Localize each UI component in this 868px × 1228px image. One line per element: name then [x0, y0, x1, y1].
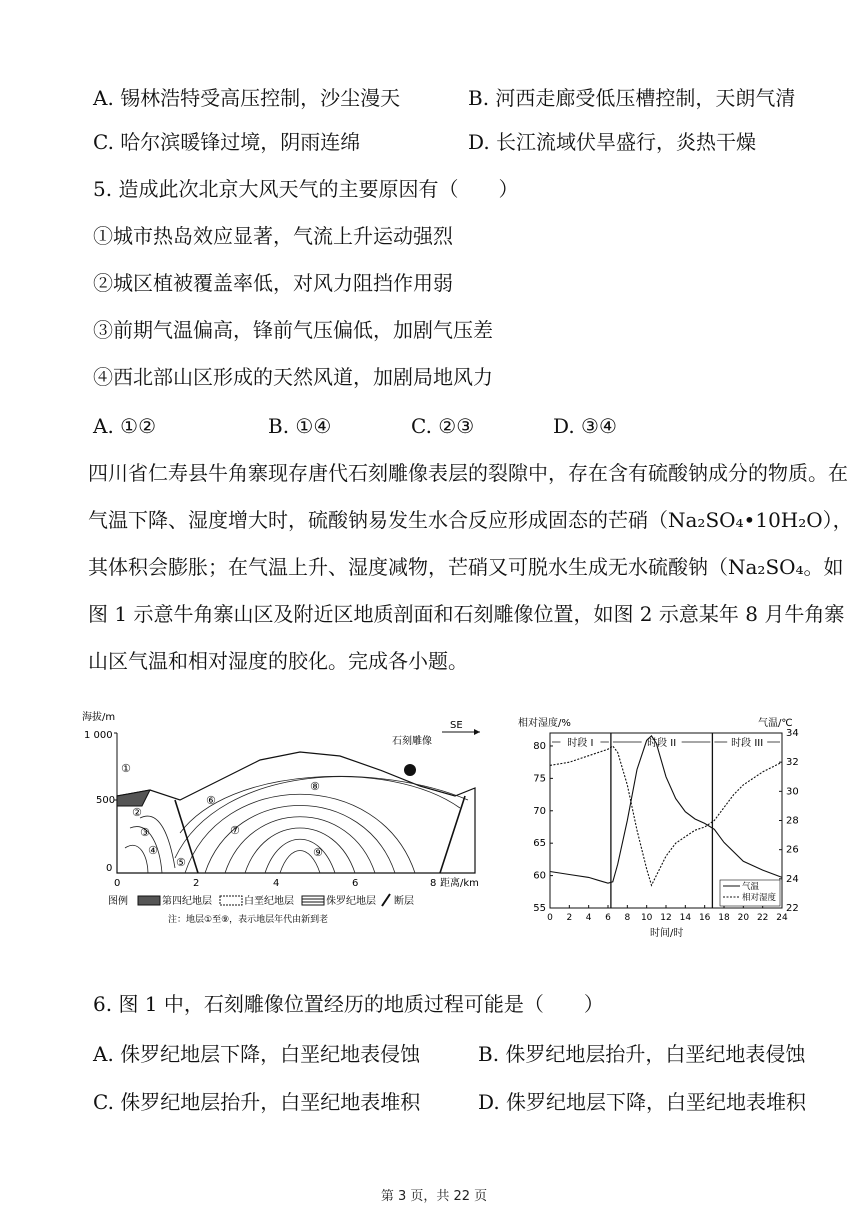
- layer-label-4: ④: [148, 844, 158, 857]
- fig1-xtick-4: 4: [273, 878, 280, 889]
- fig2-ytick-right-label: 30: [786, 786, 799, 798]
- fig2-ytick-left-label: 70: [533, 805, 546, 817]
- legend-swatch-jurassic: [302, 896, 324, 905]
- legend-jurassic: 侏罗纪地层: [326, 896, 376, 907]
- fig1-xtick-8: 8: [430, 878, 437, 889]
- layer-label-8: ⑧: [310, 780, 320, 793]
- q6-option-b: B. 侏罗纪地层抬升，白垩纪地表侵蚀: [478, 1042, 806, 1066]
- q5-stem: 5. 造成此次北京大风天气的主要原因有（ ）: [93, 177, 519, 201]
- q4-option-a: A. 锡林浩特受高压控制，沙尘漫天: [93, 86, 401, 110]
- q6-option-a: A. 侏罗纪地层下降，白垩纪地表侵蚀: [93, 1042, 421, 1066]
- fig2-xtick-label: 0: [547, 913, 553, 923]
- fig2-xtick-label: 12: [660, 913, 672, 923]
- fig1-note: 注：地层①至⑨，表示地层年代由新到老: [168, 915, 329, 925]
- layer-label-2: ②: [132, 806, 142, 819]
- figure-1-geologic-profile: [80, 708, 500, 933]
- statue-marker: [404, 764, 416, 776]
- fig1-xtick-0: 0: [114, 878, 121, 889]
- fig2-legend-label: 气温: [742, 882, 760, 892]
- fig2-ytick-right-label: 32: [786, 757, 799, 769]
- terrain-profile: [117, 752, 475, 873]
- fig1-xlabel: 距离/km: [440, 878, 479, 889]
- fig2-ytick-left-label: 80: [533, 740, 546, 752]
- fig2-xtick-label: 16: [698, 913, 711, 923]
- fig1-xtick-2: 2: [193, 878, 200, 889]
- fig2-period-label: 时段 II: [647, 738, 677, 749]
- fig2-xtick-label: 2: [566, 913, 573, 923]
- fig2-ytick-right-label: 24: [786, 873, 799, 885]
- fig2-xtick-label: 6: [605, 913, 611, 923]
- fig2-xtick-label: 10: [640, 913, 653, 923]
- legend-cretaceous: 白垩纪地层: [244, 896, 294, 907]
- fig2-ytick-right-label: 22: [786, 903, 799, 914]
- fig1-ylabel: 海拔/m: [82, 712, 116, 723]
- fig2-xtick-label: 22: [756, 913, 769, 923]
- fig2-xtick-label: 4: [585, 913, 592, 923]
- q5-statement-2: ②城区植被覆盖率低，对风力阻挡作用弱: [93, 271, 453, 295]
- fig2-period-label: 时段 I: [567, 738, 594, 749]
- q4-option-b: B. 河西走廊受低压槽控制，天朗气清: [468, 86, 796, 110]
- statue-label: 石刻雕像: [392, 736, 432, 747]
- fig2-ytick-right-label: 28: [786, 815, 799, 827]
- q5-statement-1: ①城市热岛效应显著，气流上升运动强烈: [93, 224, 453, 248]
- legend-swatch-cretaceous: [220, 896, 242, 905]
- legend-quaternary: 第四纪地层: [162, 896, 212, 907]
- fig2-ytick-left-label: 60: [533, 870, 546, 882]
- fig2-xtick-label: 8: [624, 913, 631, 923]
- q6-stem: 6. 图 1 中，石刻雕像位置经历的地质过程可能是（ ）: [93, 992, 604, 1016]
- layer-label-6: ⑥: [206, 794, 216, 807]
- q6-option-c: C. 侏罗纪地层抬升，白垩纪地表堆积: [93, 1090, 421, 1114]
- fig2-ytick-right-label: 34: [786, 728, 799, 739]
- direction-label: SE: [450, 720, 463, 731]
- fig2-ytick-left-label: 75: [533, 773, 546, 785]
- q5-option-d: D. ③④: [553, 414, 617, 438]
- fig2-xtick-label: 24: [776, 913, 788, 923]
- fig1-ytick-500: 500: [96, 795, 116, 806]
- fig2-period-label: 时段 III: [731, 738, 764, 749]
- legend-title: 图例: [108, 896, 128, 907]
- legend-swatch-quaternary: [138, 896, 160, 905]
- q5-option-b: B. ①④: [268, 414, 332, 438]
- fig2-ylabel-right: 气温/℃: [758, 718, 793, 729]
- layer-label-7: ⑦: [230, 824, 240, 837]
- fig2-ylabel-left: 相对湿度/%: [518, 718, 571, 729]
- q5-statement-3: ③前期气温偏高，锋前气压偏低，加剧气压差: [93, 318, 493, 342]
- legend-fault: 断层: [394, 896, 414, 907]
- fig2-xtick-label: 18: [718, 913, 730, 923]
- fig2-legend-label: 相对湿度: [742, 893, 777, 903]
- fig1-xtick-6: 6: [352, 878, 359, 889]
- fig1-ytick-0: 0: [106, 863, 113, 874]
- q4-option-c: C. 哈尔滨暖锋过境，阴雨连绵: [93, 130, 361, 154]
- fig1-ytick-1000: 1 000: [84, 730, 113, 741]
- layer-label-1: ①: [121, 762, 131, 775]
- q4-option-d: D. 长江流域伏旱盛行，炎热干燥: [468, 130, 757, 154]
- q5-statement-4: ④西北部山区形成的天然风道，加剧局地风力: [93, 365, 493, 389]
- page-footer: 第 3 页，共 22 页: [380, 1189, 488, 1204]
- fig2-ytick-right-label: 26: [786, 844, 799, 856]
- layer-label-3: ③: [140, 826, 150, 839]
- fig2-ytick-left-label: 55: [533, 903, 546, 914]
- layer-label-9: ⑨: [313, 846, 323, 859]
- legend-swatch-fault: [382, 894, 390, 906]
- fig2-series-temperature-line: [550, 736, 782, 883]
- fig2-xtick-label: 14: [679, 913, 692, 923]
- figure-2-climate-chart: [510, 708, 820, 940]
- fig2-ytick-left-label: 65: [533, 838, 546, 850]
- q5-option-a: A. ①②: [93, 414, 157, 438]
- passage-text: 四川省仁寿县牛角寨现存唐代石刻雕像表层的裂隙中，存在含有硫酸钠成分的物质。在气温下降、湿度增大时，硫酸钠易发生水合反应形成固态的芒硝（Na₂SO₄•10H₂O），其体积会膨胀；在气温上升、湿度减物，芒硝又可脱水生成无水硫酸钠（Na₂SO₄。如图 1 示意牛角寨山区及附近区地质剖面和石刻雕像位置，如图 2 示意某年 8 月牛角寨山区气温和相对湿度的胶化。完成各小题。: [88, 461, 853, 673]
- fig2-series-humidity-line: [550, 746, 782, 885]
- layer-label-5: ⑤: [176, 856, 186, 869]
- fig2-xtick-label: 20: [737, 913, 750, 923]
- fig2-xlabel: 时间/时: [650, 928, 684, 939]
- q6-option-d: D. 侏罗纪地层下降，白垩纪地表堆积: [478, 1090, 807, 1114]
- q5-option-c: C. ②③: [411, 414, 475, 438]
